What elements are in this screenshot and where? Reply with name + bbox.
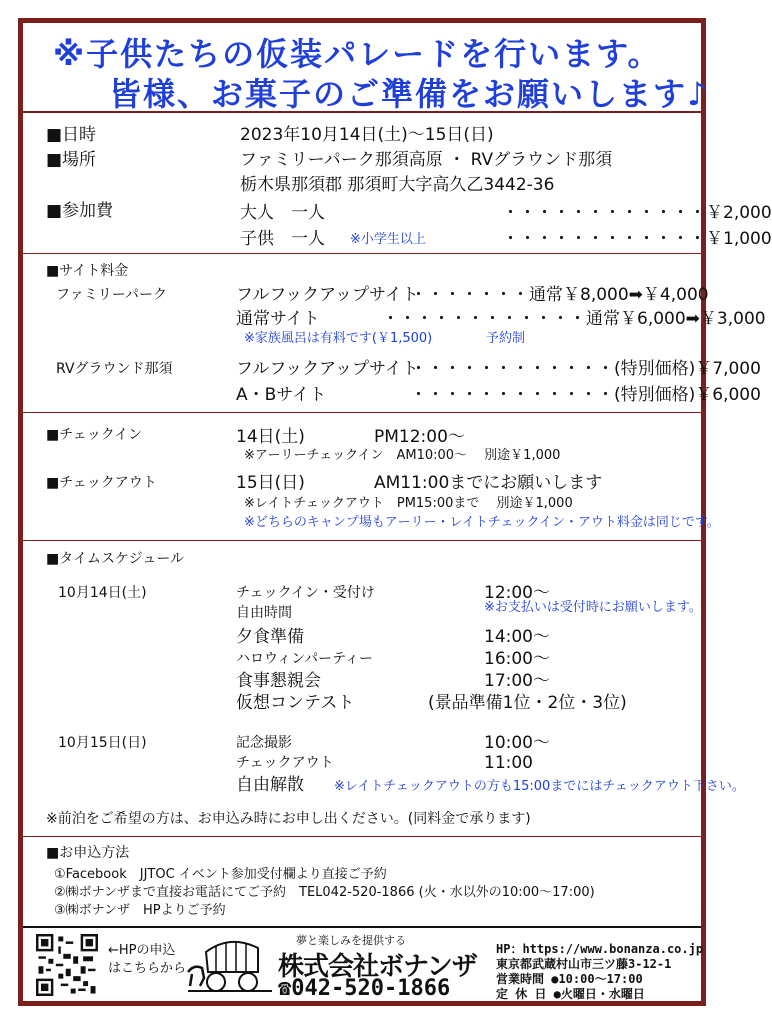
payment-note: ※お支払いは受付時にお願いします。 [484, 600, 702, 615]
apply-method-3: ③㈱ボナンザ HPよりご予約 [54, 903, 226, 918]
family-bath-note: ※家族風呂は有料です(￥1,500) [244, 331, 433, 346]
fee-label: ■参加費 [46, 201, 114, 221]
schedule-item-name: チェックアウト [236, 755, 334, 771]
contest-prizes: (景品準備1位・2位・3位) [428, 693, 627, 713]
divider [23, 412, 701, 413]
schedule-item-name: 自由時間 [236, 605, 292, 621]
schedule-item-time: 16:00～ [484, 649, 550, 669]
checkin-time: PM12:00～ [374, 427, 465, 447]
family-park-label: ファミリーパーク [56, 287, 168, 303]
divider [23, 540, 701, 541]
checkout-date: 15日(日) [236, 473, 305, 493]
late-checkout-reminder: ※レイトチェックアウトの方も15:00までにはチェックアウト下さい。 [334, 779, 745, 794]
schedule-label: ■タイムスケジュール [46, 551, 185, 567]
place-label: ■場所 [46, 150, 97, 170]
schedule-item-name: 夕食準備 [236, 627, 304, 647]
rv-ground-label: RVグラウンド那須 [56, 361, 173, 377]
schedule-day-2: 10月15日(日) [58, 735, 147, 751]
schedule-item-time: 12:00～ [484, 583, 550, 603]
date-label: ■日時 [46, 125, 97, 145]
hp-link-note-1: ←HPの申込 [108, 943, 176, 958]
site-fee-label: ■サイト料金 [46, 263, 129, 279]
child-fee-note: ※小学生以上 [350, 232, 426, 247]
covered-wagon-logo [186, 934, 274, 996]
checkout-label: ■チェックアウト [46, 475, 157, 491]
schedule-item-name: 食事懇親会 [236, 671, 321, 691]
checkin-label: ■チェックイン [46, 427, 143, 443]
family-normal-site-price: ・・・・・・・・・・・・通常￥6,000➡￥3,000 [382, 309, 766, 329]
place-value-2: 栃木県那須郡 那須町大字高久乙3442-36 [240, 175, 555, 195]
company-address: 東京都武蔵村山市三ツ藤3-12-1 [496, 957, 672, 971]
hp-link-note-2: はこちらから [108, 961, 187, 976]
child-fee-label: 子供 一人 [240, 229, 325, 249]
header-line-2: 皆様、お菓子のご準備をお願いします♪ [109, 75, 710, 113]
company-tagline: 夢と楽しみを提供する [296, 934, 406, 947]
rv-full-hookup: フルフックアップサイト [236, 359, 419, 379]
schedule-item-name: 自由解散 [236, 775, 304, 795]
adult-fee-label: 大人 一人 [240, 203, 325, 223]
footer-divider [23, 926, 701, 928]
business-hours: 営業時間 ●10:00～17:00 [496, 972, 643, 986]
regular-holidays: 定 休 日 ●火曜日・水曜日 [496, 987, 645, 1001]
family-bath-reservation: 予約制 [486, 331, 526, 346]
divider [23, 836, 701, 837]
header-line-1: ※子供たちの仮装パレードを行います。 [53, 35, 662, 73]
family-normal-site: 通常サイト [236, 309, 320, 329]
qr-code[interactable] [36, 934, 98, 996]
child-fee-price: ・・・・・・・・・・・・￥1,000 [502, 229, 772, 249]
rv-ab-site: A・Bサイト [236, 385, 327, 405]
adult-fee-price: ・・・・・・・・・・・・￥2,000 [502, 203, 772, 223]
apply-method-2: ②㈱ボナンザまで直接お電話にてご予約 TEL042-520-1866 (火・水以外の10:00～17:00) [54, 885, 595, 900]
early-checkin-note: ※アーリーチェックイン AM10:00～ 別途￥1,000 [244, 448, 561, 463]
apply-label: ■お申込方法 [46, 845, 130, 861]
company-website[interactable]: HP：https://www.bonanza.co.jp [496, 942, 704, 956]
schedule-item-name: 仮想コンテスト [236, 693, 355, 713]
schedule-item-time: 10:00～ [484, 733, 550, 753]
late-checkout-note: ※レイトチェックアウト PM15:00まで 別途￥1,000 [244, 496, 573, 511]
checkout-time: AM11:00までにお願いします [374, 473, 603, 493]
divider [23, 253, 701, 254]
checkin-date: 14日(土) [236, 427, 305, 447]
common-fee-note: ※どちらのキャンプ場もアーリー・レイトチェックイン・アウト料金は同じです。 [244, 515, 720, 530]
prenight-note: ※前泊をご希望の方は、お申込み時にお申し出ください。(同料金で承ります) [46, 811, 531, 827]
rv-ab-site-price: ・・・・・・・・・・・・(特別価格)￥6,000 [410, 385, 761, 405]
schedule-item-name: ハロウィンパーティー [236, 651, 374, 667]
family-full-hookup: フルフックアップサイト [236, 285, 419, 305]
schedule-item-name: 記念撮影 [236, 735, 292, 751]
apply-method-1: ①Facebook JJTOC イベント参加受付欄より直接ご予約 [54, 867, 387, 882]
rv-full-hookup-price: ・・・・・・・・・・・・(特別価格)￥7,000 [410, 359, 761, 379]
schedule-day-1: 10月14日(土) [58, 585, 147, 601]
date-value: 2023年10月14日(土)～15日(日) [240, 125, 494, 145]
company-phone[interactable]: ☎042-520-1866 [278, 976, 451, 1001]
announcement-header [23, 23, 710, 113]
schedule-item-time: 17:00～ [484, 671, 550, 691]
schedule-item-name: チェックイン・受付け [236, 585, 375, 601]
schedule-item-time: 14:00～ [484, 627, 550, 647]
place-value-1: ファミリーパーク那須高原 ・ RVグラウンド那須 [240, 150, 613, 170]
company-name: 株式会社ボナンザ [278, 952, 477, 982]
family-full-hookup-price: ・・・・・・・通常￥8,000➡￥4,000 [410, 285, 709, 305]
schedule-item-time: 11:00 [484, 753, 533, 773]
